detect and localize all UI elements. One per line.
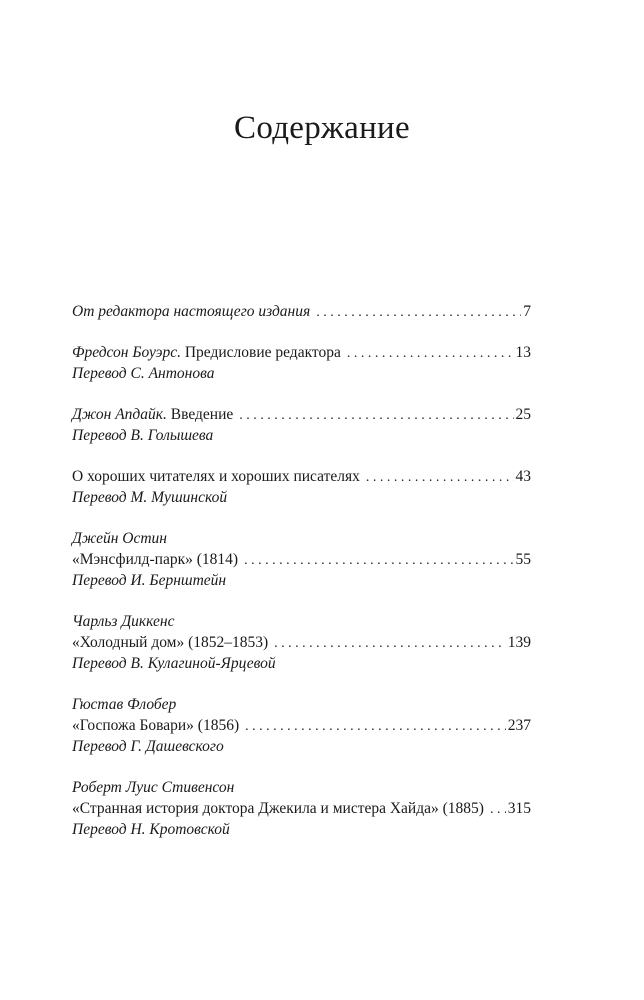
toc-line[interactable] bbox=[72, 342, 531, 363]
toc-entry bbox=[72, 777, 531, 840]
leader-dots bbox=[366, 467, 514, 488]
entry-title: Предисловие редактора bbox=[184, 344, 341, 361]
entry-translator: Перевод Г. Дашевского bbox=[72, 738, 224, 755]
page-number: 237 bbox=[507, 717, 531, 734]
entry-translator: Перевод Н. Кротовской bbox=[72, 821, 230, 838]
leader-dots bbox=[490, 799, 506, 820]
leader-dots bbox=[239, 405, 513, 426]
page-number: 25 bbox=[515, 406, 531, 423]
entry-author: Джон Апдайк. bbox=[72, 406, 167, 423]
entry-heading bbox=[72, 342, 341, 363]
toc-line[interactable] bbox=[72, 715, 531, 736]
entry-author: Фредсон Боуэрс. bbox=[72, 344, 181, 361]
entry-title: От редактора настоящего издания bbox=[72, 303, 311, 320]
toc-line[interactable] bbox=[72, 549, 531, 570]
toc-entry bbox=[72, 694, 531, 757]
entry-author: Джейн Остин bbox=[72, 530, 167, 547]
leader-dots bbox=[244, 550, 513, 571]
page-number: 7 bbox=[523, 303, 531, 320]
table-of-contents bbox=[72, 301, 531, 860]
toc-entry bbox=[72, 528, 531, 591]
toc-entry bbox=[72, 466, 531, 508]
toc-entry bbox=[72, 342, 531, 384]
leader-dots bbox=[245, 716, 506, 737]
entry-title: «Госпожа Бовари» (1856) bbox=[72, 717, 240, 734]
entry-translator: Перевод М. Мушинской bbox=[72, 489, 228, 506]
toc-line[interactable] bbox=[72, 798, 531, 819]
page-number: 13 bbox=[515, 344, 531, 361]
leader-dots bbox=[274, 633, 506, 654]
entry-translator: Перевод В. Голышева bbox=[72, 427, 214, 444]
entry-author: Чарльз Диккенс bbox=[72, 613, 175, 630]
entry-title: «Мэнсфилд-парк» (1814) bbox=[72, 551, 239, 568]
entry-title: «Странная история доктора Джекила и мистера Хайда» (1885) bbox=[72, 800, 484, 817]
entry-heading bbox=[72, 404, 233, 425]
toc-line[interactable] bbox=[72, 301, 531, 322]
toc-line[interactable] bbox=[72, 466, 531, 487]
entry-title: «Холодный дом» (1852–1853) bbox=[72, 634, 269, 651]
entry-translator: Перевод С. Антонова bbox=[72, 365, 215, 382]
entry-translator: Перевод И. Бернштейн bbox=[72, 572, 227, 589]
page-number: 315 bbox=[507, 800, 531, 817]
toc-line[interactable] bbox=[72, 632, 531, 653]
entry-title: Введение bbox=[170, 406, 234, 423]
page-number: 43 bbox=[515, 468, 531, 485]
entry-author: Роберт Луис Стивенсон bbox=[72, 779, 235, 796]
toc-line[interactable] bbox=[72, 404, 531, 425]
leader-dots bbox=[347, 343, 514, 364]
toc-entry bbox=[72, 404, 531, 446]
page-number: 55 bbox=[515, 551, 531, 568]
leader-dots bbox=[316, 302, 521, 323]
page-number: 139 bbox=[507, 634, 531, 651]
toc-entry bbox=[72, 611, 531, 674]
entry-title: О хороших читателях и хороших писателях bbox=[72, 468, 360, 485]
toc-entry bbox=[72, 301, 531, 322]
page-title: Содержание bbox=[234, 110, 410, 146]
entry-translator: Перевод В. Кулагиной-Ярцевой bbox=[72, 655, 276, 672]
entry-author: Гюстав Флобер bbox=[72, 696, 177, 713]
